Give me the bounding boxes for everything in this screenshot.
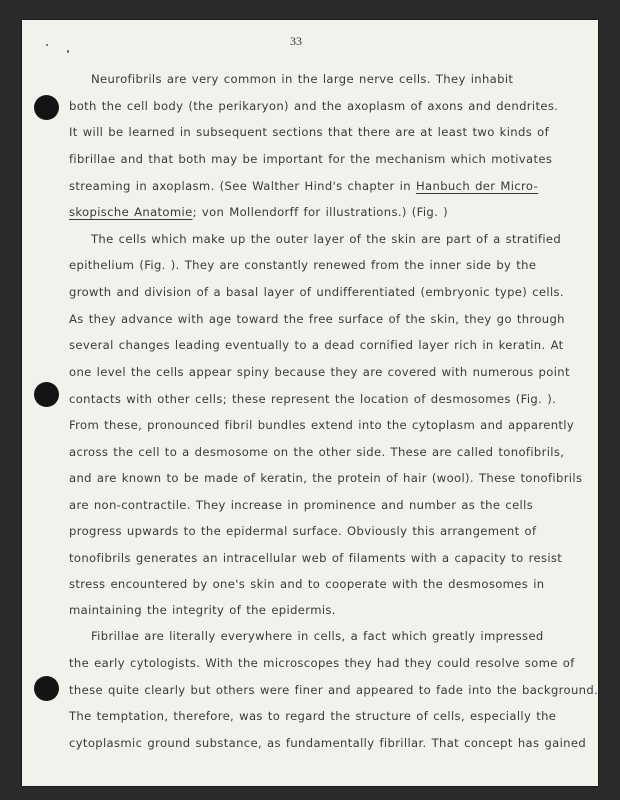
line-text: Neurofibrils are very common in the large nerve cells. They inhabit: [91, 72, 514, 86]
text-line: [69, 524, 536, 538]
text-line: [91, 232, 561, 246]
text-line: [69, 179, 538, 193]
speck: [67, 50, 69, 53]
text-line: [69, 258, 536, 272]
line-text: The temptation, therefore, was to regard the structure of cells, especially the: [69, 709, 557, 723]
text-line: [69, 736, 586, 750]
line-text: It will be learned in subsequent sections that there are at least two kinds of: [69, 125, 550, 139]
text-line: [69, 603, 336, 617]
line-text: both the cell body (the perikaryon) and the axoplasm of axons and dendrites.: [69, 99, 559, 113]
speck: [46, 44, 48, 46]
text-line: [69, 445, 564, 459]
line-text: The cells which make up the outer layer of the skin are part of a stratified: [91, 232, 562, 246]
text-line: [69, 498, 533, 512]
text-line: [69, 99, 558, 113]
text-line: [69, 285, 564, 299]
text-line: [69, 312, 565, 326]
line-text: cytoplasmic ground substance, as fundamentally fibrillar. That concept has gained: [69, 736, 587, 750]
underlined-title: skopische Anatomie: [69, 205, 193, 219]
text-line: [69, 205, 448, 219]
line-text: stress encountered by one's skin and to cooperate with the desmosomes in: [69, 577, 545, 591]
text-line: [69, 338, 564, 352]
line-text: tonofibrils generates an intracellular web of filaments with a capacity to resist: [69, 551, 563, 565]
line-text: ; von Mollendorff for illustrations.) (Fig. ): [192, 205, 449, 219]
line-text: the early cytologists. With the microscopes they had they could resolve some of: [69, 656, 575, 670]
line-text: are non-contractile. They increase in prominence and number as the cells: [69, 498, 534, 512]
line-text: contacts with other cells; these represent the location of desmosomes (Fig. ).: [69, 392, 557, 406]
punch-hole: [34, 95, 59, 120]
text-line: [69, 125, 549, 139]
line-text: From these, pronounced fibril bundles extend into the cytoplasm and apparently: [69, 418, 575, 432]
line-text: several changes leading eventually to a dead cornified layer rich in keratin. At: [69, 338, 564, 352]
punch-hole: [34, 676, 59, 701]
line-text: growth and division of a basal layer of undifferentiated (embryonic type) cells.: [69, 285, 564, 299]
line-text: epithelium (Fig. ). They are constantly renewed from the inner side by the: [69, 258, 537, 272]
text-line: [69, 577, 545, 591]
line-text: fibrillae and that both may be important for the mechanism which motivates: [69, 152, 553, 166]
line-text: maintaining the integrity of the epidermis.: [69, 603, 336, 617]
line-text: across the cell to a desmosome on the other side. These are called tonofibrils,: [69, 445, 565, 459]
text-line: [69, 709, 556, 723]
text-line: [69, 471, 582, 485]
text-line: [91, 72, 513, 86]
line-text: streaming in axoplasm. (See Walther Hind's chapter in: [69, 179, 416, 193]
text-line: [69, 152, 552, 166]
line-text: progress upwards to the epidermal surface. Obviously this arrangement of: [69, 524, 537, 538]
line-text: and are known to be made of keratin, the protein of hair (wool). These tonofibrils: [69, 471, 583, 485]
line-text: these quite clearly but others were finer and appeared to fade into the background.: [69, 683, 599, 697]
line-text: one level the cells appear spiny because they are covered with numerous point: [69, 365, 570, 379]
underlined-title: Hanbuch der Micro-: [415, 179, 539, 193]
text-line: [69, 392, 556, 406]
page-number: 33: [290, 34, 302, 48]
line-text: Fibrillae are literally everywhere in cells, a fact which greatly impressed: [91, 629, 544, 643]
text-line: [69, 656, 575, 670]
text-line: [69, 683, 598, 697]
punch-hole: [34, 382, 59, 407]
text-line: [69, 365, 570, 379]
line-text: As they advance with age toward the free surface of the skin, they go through: [69, 312, 565, 326]
text-line: [91, 629, 544, 643]
text-line: [69, 551, 562, 565]
text-line: [69, 418, 574, 432]
